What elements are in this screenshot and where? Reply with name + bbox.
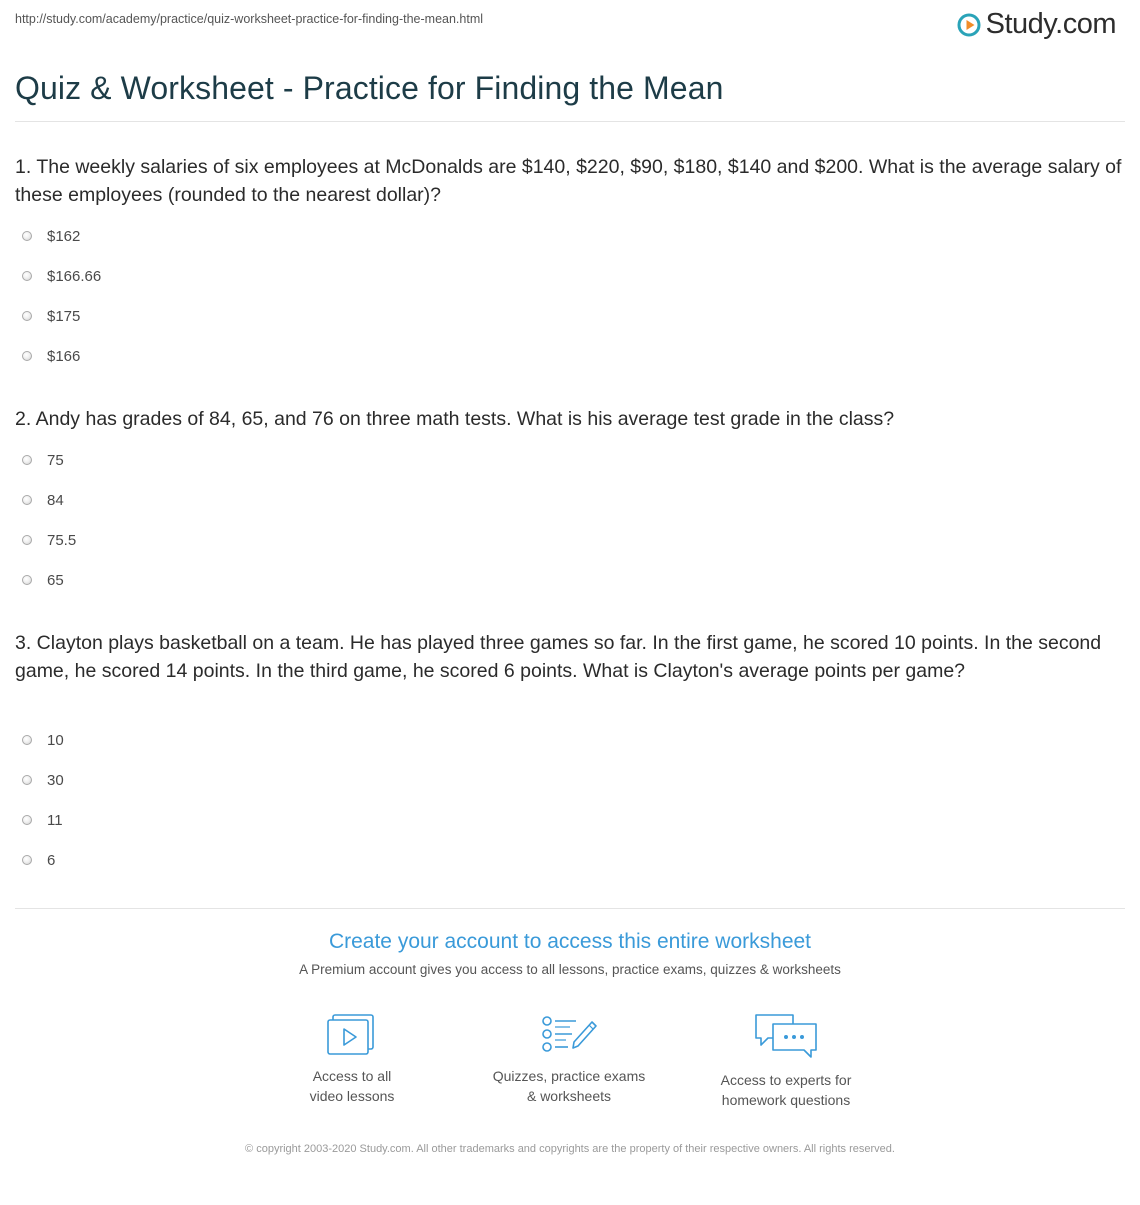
answer-option[interactable] bbox=[22, 266, 101, 286]
option-label: 75 bbox=[47, 451, 64, 469]
radio-button[interactable] bbox=[22, 575, 32, 585]
feature-experts bbox=[686, 1012, 886, 1110]
copyright-text: © copyright 2003-2020 Study.com. All other trademarks and copyrights are the property of their respective owners. All rights reserved. bbox=[245, 1143, 895, 1155]
option-label: 84 bbox=[47, 491, 64, 509]
option-label: 30 bbox=[47, 771, 64, 789]
option-label: $162 bbox=[47, 227, 81, 245]
option-label: 75.5 bbox=[47, 531, 77, 549]
radio-button[interactable] bbox=[22, 855, 32, 865]
create-account-link[interactable]: Create your account to access this entire worksheet bbox=[328, 930, 812, 953]
brand-name: Study.com bbox=[985, 8, 1116, 40]
feature-quizzes bbox=[469, 1012, 669, 1106]
page-title: Quiz & Worksheet - Practice for Finding the Mean bbox=[15, 70, 724, 106]
option-label: $166 bbox=[47, 347, 81, 365]
radio-button[interactable] bbox=[22, 455, 32, 465]
question-3: 3. Clayton plays basketball on a team. He has played three games so far. In the first game, he scored 10 points. In the second game, he scored 14 points. In the third game, he scored 6 points. What is Clayton's average points per game? bbox=[15, 632, 1102, 682]
promo-divider bbox=[15, 908, 1125, 909]
top-bar bbox=[15, 8, 1116, 45]
study-logo[interactable] bbox=[957, 8, 1116, 41]
page-url[interactable]: http://study.com/academy/practice/quiz-worksheet-practice-for-finding-the-mean.html bbox=[15, 12, 484, 26]
radio-button[interactable] bbox=[22, 815, 32, 825]
radio-button[interactable] bbox=[22, 495, 32, 505]
answer-option[interactable] bbox=[22, 226, 80, 246]
option-label: 65 bbox=[47, 571, 64, 589]
answer-option[interactable] bbox=[22, 850, 55, 870]
option-label: 6 bbox=[47, 851, 56, 869]
answer-option[interactable] bbox=[22, 530, 76, 550]
chat-bubbles-icon bbox=[753, 1012, 819, 1060]
feature-video-lessons bbox=[252, 1012, 452, 1106]
radio-button[interactable] bbox=[22, 735, 32, 745]
answer-option[interactable] bbox=[22, 346, 80, 366]
quiz-checklist-icon bbox=[540, 1012, 598, 1056]
answer-option[interactable] bbox=[22, 570, 64, 590]
answer-option[interactable] bbox=[22, 306, 80, 326]
feature-label: Access to experts for homework questions bbox=[720, 1072, 852, 1108]
answer-option[interactable] bbox=[22, 730, 64, 750]
feature-label: Access to all video lessons bbox=[309, 1068, 395, 1104]
option-label: $175 bbox=[47, 307, 81, 325]
title-divider bbox=[15, 121, 1125, 122]
play-circle-icon bbox=[957, 13, 981, 37]
radio-button[interactable] bbox=[22, 351, 32, 361]
answer-option[interactable] bbox=[22, 450, 64, 470]
option-label: $166.66 bbox=[47, 267, 102, 285]
option-label: 11 bbox=[47, 811, 63, 829]
radio-button[interactable] bbox=[22, 535, 32, 545]
question-1: 1. The weekly salaries of six employees at McDonalds are $140, $220, $90, $180, $140 and $200. What is the average salary of these employees (rounded to the nearest dollar)? bbox=[15, 156, 1122, 206]
answer-option[interactable] bbox=[22, 490, 64, 510]
radio-button[interactable] bbox=[22, 271, 32, 281]
radio-button[interactable] bbox=[22, 231, 32, 241]
feature-label: Quizzes, practice exams & worksheets bbox=[492, 1068, 646, 1104]
video-lessons-icon bbox=[325, 1012, 379, 1056]
answer-option[interactable] bbox=[22, 770, 64, 790]
question-2: 2. Andy has grades of 84, 65, and 76 on three math tests. What is his average test grade in the class? bbox=[15, 408, 895, 430]
option-label: 10 bbox=[47, 731, 64, 749]
radio-button[interactable] bbox=[22, 775, 32, 785]
radio-button[interactable] bbox=[22, 311, 32, 321]
promo-subtitle: A Premium account gives you access to all lessons, practice exams, quizzes & worksheets bbox=[299, 962, 841, 977]
answer-option[interactable] bbox=[22, 810, 63, 830]
